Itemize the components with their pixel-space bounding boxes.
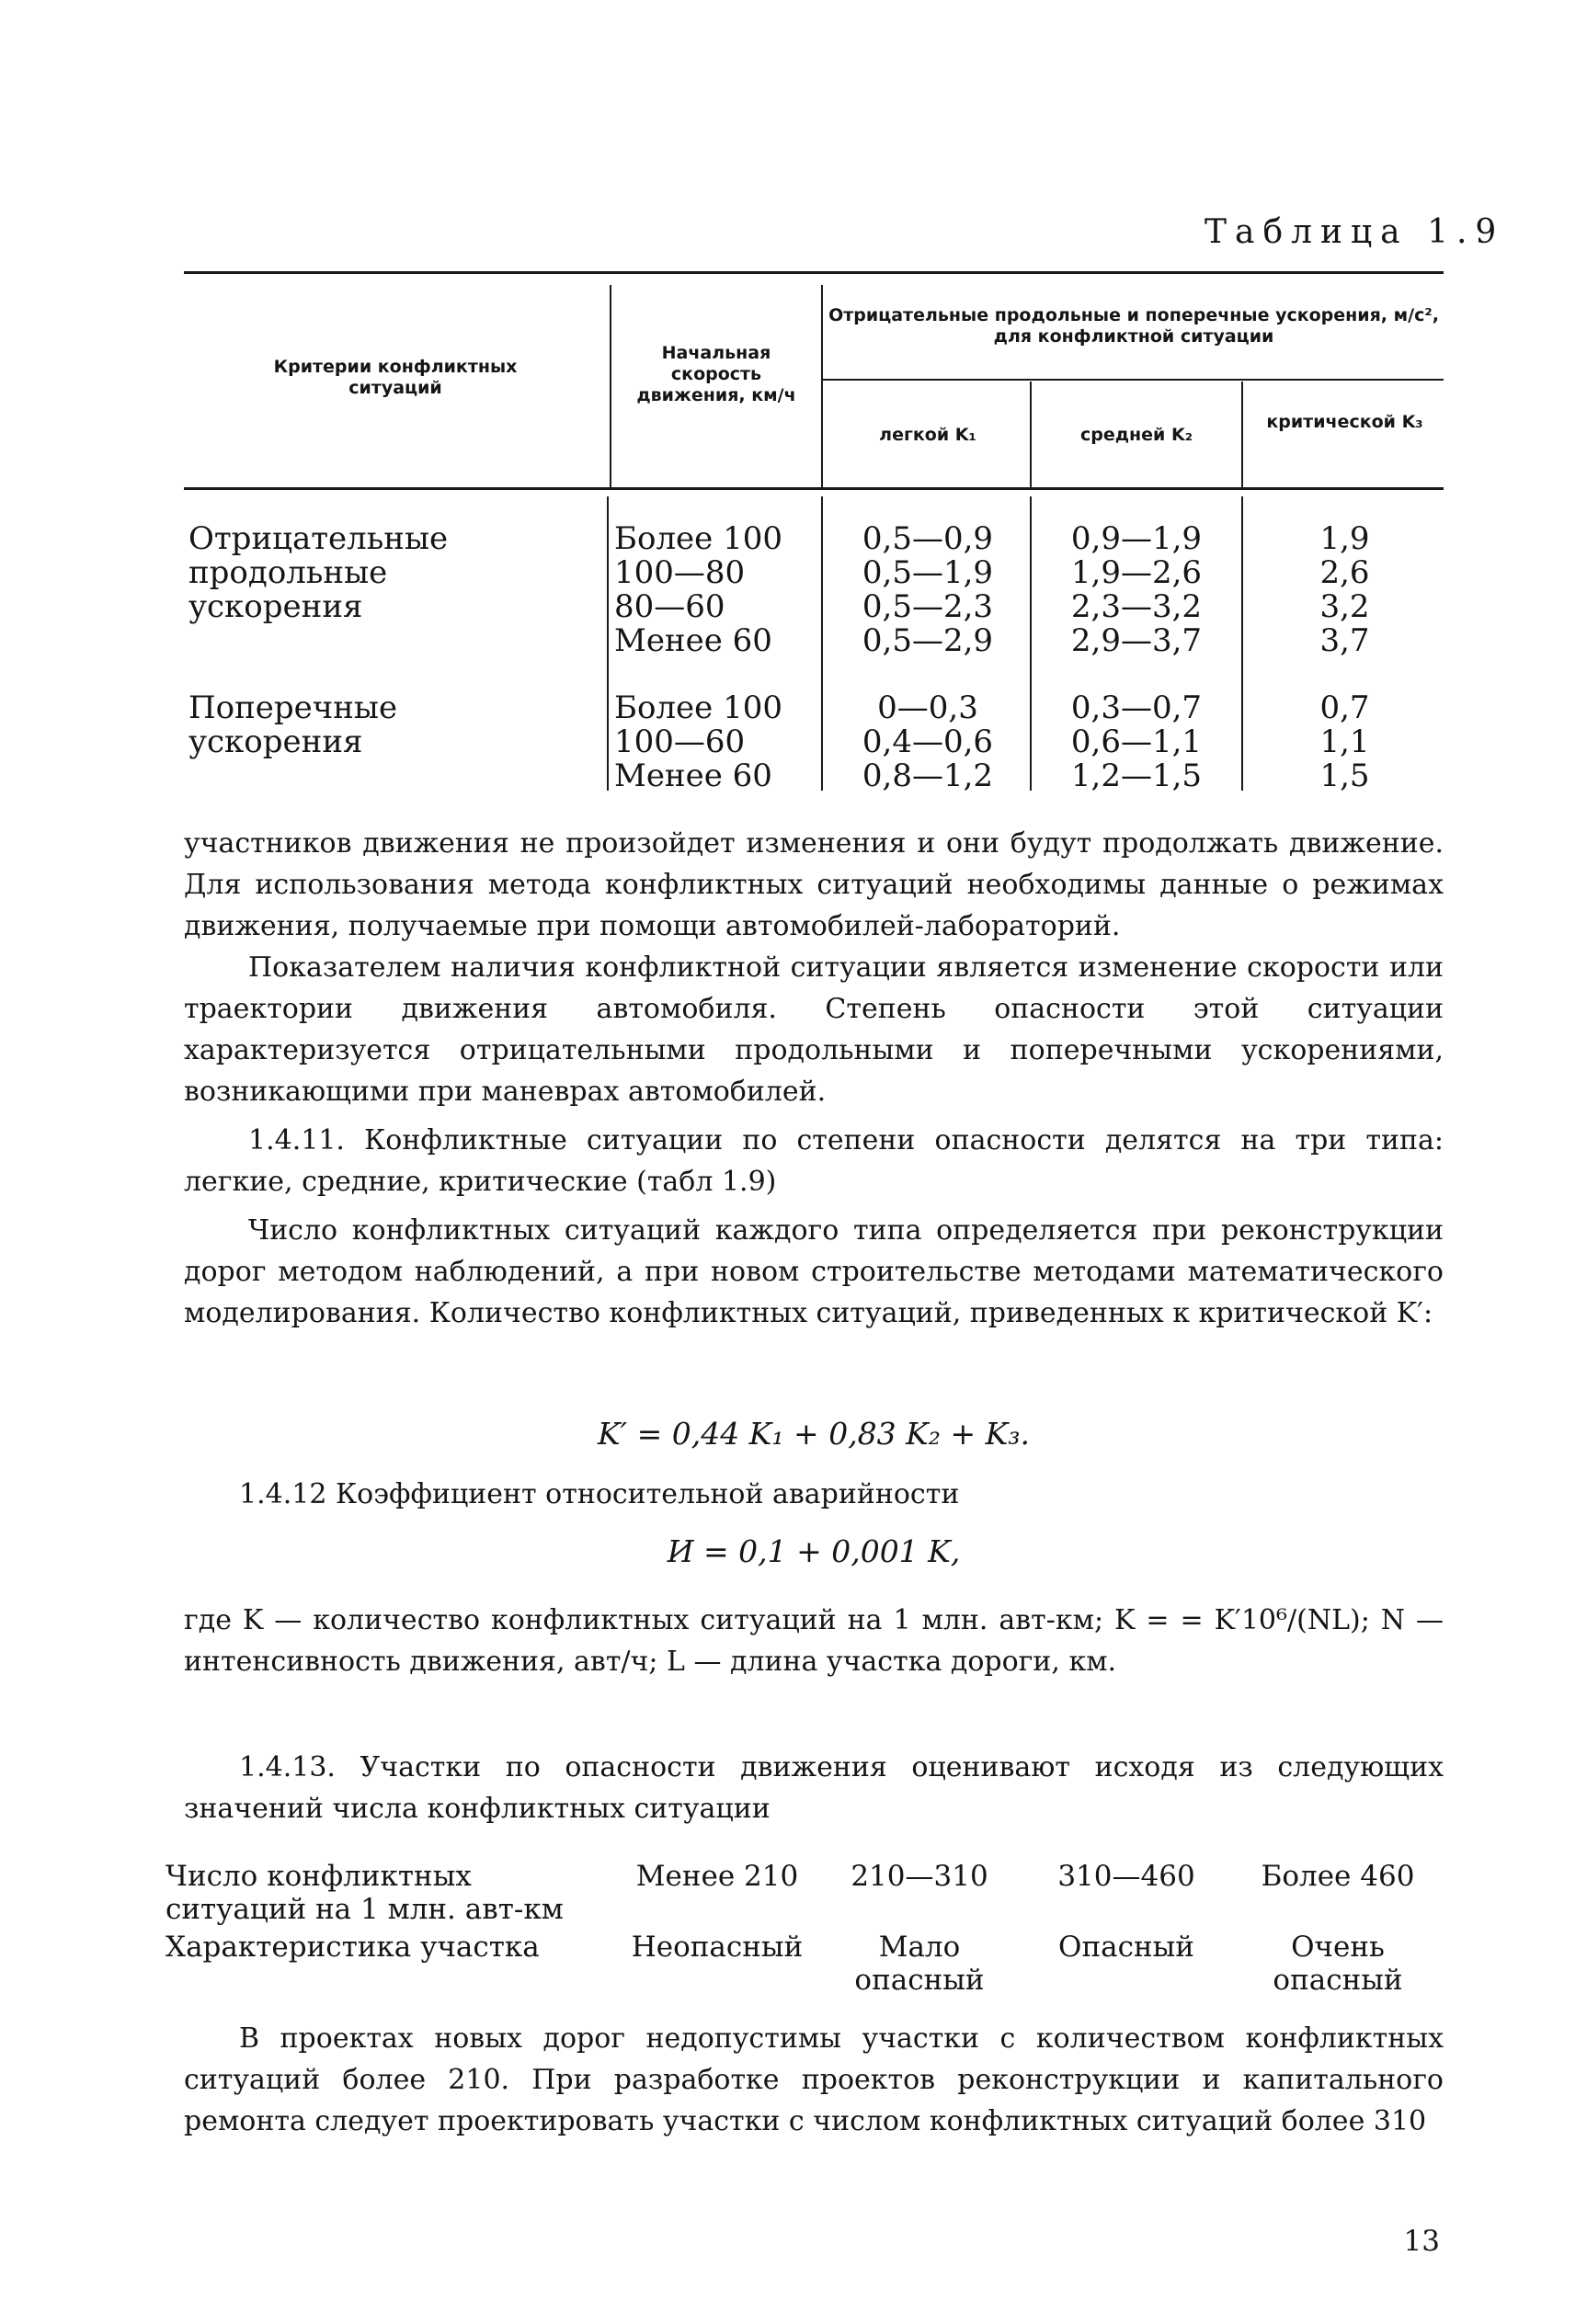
vrule bbox=[607, 496, 609, 791]
header-bottom-rule bbox=[184, 487, 1444, 490]
paragraph-1-4-11: 1.4.11. Конфликтные ситуации по степени опасности делятся на три типа: легкие, средние, критические (табл 1.9) bbox=[184, 1124, 1444, 1198]
speed-value: Менее 60 bbox=[614, 758, 772, 794]
criterion-line: продольные bbox=[188, 554, 388, 591]
table-top-rule bbox=[184, 271, 1444, 274]
critical-value: 1,5 bbox=[1319, 758, 1370, 794]
criterion-longitudinal bbox=[188, 522, 448, 624]
vrule bbox=[1030, 496, 1032, 791]
speed-value: Более 100 bbox=[614, 689, 782, 726]
light-value: 0,8—1,2 bbox=[862, 758, 994, 794]
medium-value: 0,9—1,9 bbox=[1070, 520, 1203, 557]
header-initial-speed: Начальная скорость движения, км/ч bbox=[636, 343, 796, 405]
critical-value: 1,9 bbox=[1319, 520, 1370, 557]
paragraph-continuation: участников движения не произойдет изменения и они будут продолжать движение. Для использования метода конфликтных ситуаций необходимы данные о режимах движения, получаемые при помощи автомобилей-лабораторий. bbox=[184, 827, 1444, 942]
formula-accident-rate: И = 0,1 + 0,001 K, bbox=[667, 1533, 961, 1569]
light-value: 0,5—2,9 bbox=[862, 622, 994, 659]
speed-value: Менее 60 bbox=[614, 622, 772, 659]
paragraph-where: где K — количество конфликтных ситуаций на 1 млн. авт-км; K = = K′10⁶/(NL); N — интенсивность движения, авт/ч; L — длина участка дороги, км. bbox=[184, 1604, 1444, 1678]
summary-value: Неопасный bbox=[631, 1931, 804, 1964]
speed-value: 100—60 bbox=[614, 723, 746, 760]
vrule bbox=[1241, 496, 1243, 791]
critical-value: 1,1 bbox=[1319, 723, 1370, 760]
medium-value: 1,2—1,5 bbox=[1070, 758, 1203, 794]
speed-value: 100—80 bbox=[614, 554, 746, 591]
header-subrule bbox=[823, 379, 1444, 381]
page-number: 13 bbox=[1403, 2225, 1440, 2258]
speed-value: 80—60 bbox=[614, 588, 725, 625]
summary-value: Более 460 bbox=[1261, 1860, 1415, 1893]
critical-group1 bbox=[1246, 522, 1444, 658]
vrule bbox=[1030, 382, 1032, 487]
speed-value: Более 100 bbox=[614, 520, 782, 557]
light-value: 0,5—1,9 bbox=[862, 554, 994, 591]
vrule bbox=[1241, 382, 1243, 487]
light-group2 bbox=[826, 691, 1030, 793]
critical-group2 bbox=[1246, 691, 1444, 793]
header-medium: средней K₂ bbox=[1079, 425, 1193, 445]
light-value: 0,5—2,3 bbox=[862, 588, 994, 625]
medium-group1 bbox=[1034, 522, 1239, 658]
medium-value: 2,3—3,2 bbox=[1070, 588, 1203, 625]
critical-value: 3,7 bbox=[1319, 622, 1370, 659]
summary-value: 210—310 bbox=[851, 1860, 988, 1893]
speeds-group1 bbox=[614, 522, 782, 658]
table-caption: Таблица 1.9 bbox=[1205, 213, 1505, 251]
light-value: 0,4—0,6 bbox=[862, 723, 994, 760]
header-critical: критической K₃ bbox=[1266, 412, 1423, 432]
summary-value: Опасный bbox=[1058, 1931, 1194, 1964]
critical-value: 0,7 bbox=[1319, 689, 1370, 726]
summary-row1-label: Число конфликтных ситуаций на 1 млн. авт-км bbox=[166, 1860, 564, 1926]
summary-value: 310—460 bbox=[1057, 1860, 1195, 1893]
text-block-1 bbox=[184, 823, 1444, 1334]
vrule bbox=[610, 285, 611, 487]
medium-value: 1,9—2,6 bbox=[1070, 554, 1203, 591]
paragraph-1-4-13: 1.4.13. Участки по опасности движения оценивают исходя из следующих значений числа конфликтных ситуации bbox=[184, 1751, 1444, 1825]
header-accelerations: Отрицательные продольные и поперечные ускорения, м/с², для конфликтной ситуации bbox=[828, 305, 1439, 347]
criterion-line: ускорения bbox=[188, 588, 363, 625]
header-light: легкой K₁ bbox=[879, 425, 976, 445]
summary-value: Менее 210 bbox=[635, 1860, 799, 1893]
light-value: 0,5—0,9 bbox=[862, 520, 994, 557]
critical-value: 2,6 bbox=[1319, 554, 1370, 591]
critical-value: 3,2 bbox=[1319, 588, 1370, 625]
formula-k-prime: K′ = 0,44 K₁ + 0,83 K₂ + K₃. bbox=[597, 1416, 1031, 1452]
medium-value: 2,9—3,7 bbox=[1070, 622, 1203, 659]
light-group1 bbox=[826, 522, 1030, 658]
medium-group2 bbox=[1034, 691, 1239, 793]
criterion-line: Поперечные bbox=[188, 689, 398, 726]
paragraph-new-roads: В проектах новых дорог недопустимы участки с количеством конфликтных ситуаций более 210. При разработке проектов реконструкции и капитального ремонта следует проектировать участки с числом конфликтных ситуаций более 310 bbox=[184, 2022, 1444, 2137]
summary-value: Очень опасный bbox=[1273, 1931, 1403, 1997]
header-criteria: Критерии конфликтных ситуаций bbox=[273, 357, 518, 398]
speeds-group2 bbox=[614, 691, 782, 793]
criterion-lateral bbox=[188, 691, 397, 759]
criterion-line: Отрицательные bbox=[188, 520, 449, 557]
paragraph-indicator: Показателем наличия конфликтной ситуации является изменение скорости или траектории движения автомобиля. Степень опасности этой ситуации характеризуется отрицательными продольными и поперечными ускорениями, возникающими при маневрах автомобилей. bbox=[184, 951, 1444, 1108]
light-value: 0—0,3 bbox=[877, 689, 978, 726]
paragraph-1-4-12: 1.4.12 Коэффициент относительной аварийности bbox=[239, 1478, 960, 1510]
summary-value: Мало опасный bbox=[854, 1931, 985, 1997]
medium-value: 0,6—1,1 bbox=[1070, 723, 1203, 760]
vrule bbox=[821, 496, 823, 791]
criterion-line: ускорения bbox=[188, 723, 363, 760]
paragraph-count: Число конфликтных ситуаций каждого типа определяется при реконструкции дорог методом наблюдений, а при новом строительстве методами математического моделирования. Количество конфликтных ситуаций, приведенных к критической K′: bbox=[184, 1214, 1444, 1329]
summary-row2-label: Характеристика участка bbox=[166, 1931, 540, 1964]
medium-value: 0,3—0,7 bbox=[1070, 689, 1203, 726]
vrule bbox=[821, 285, 823, 487]
